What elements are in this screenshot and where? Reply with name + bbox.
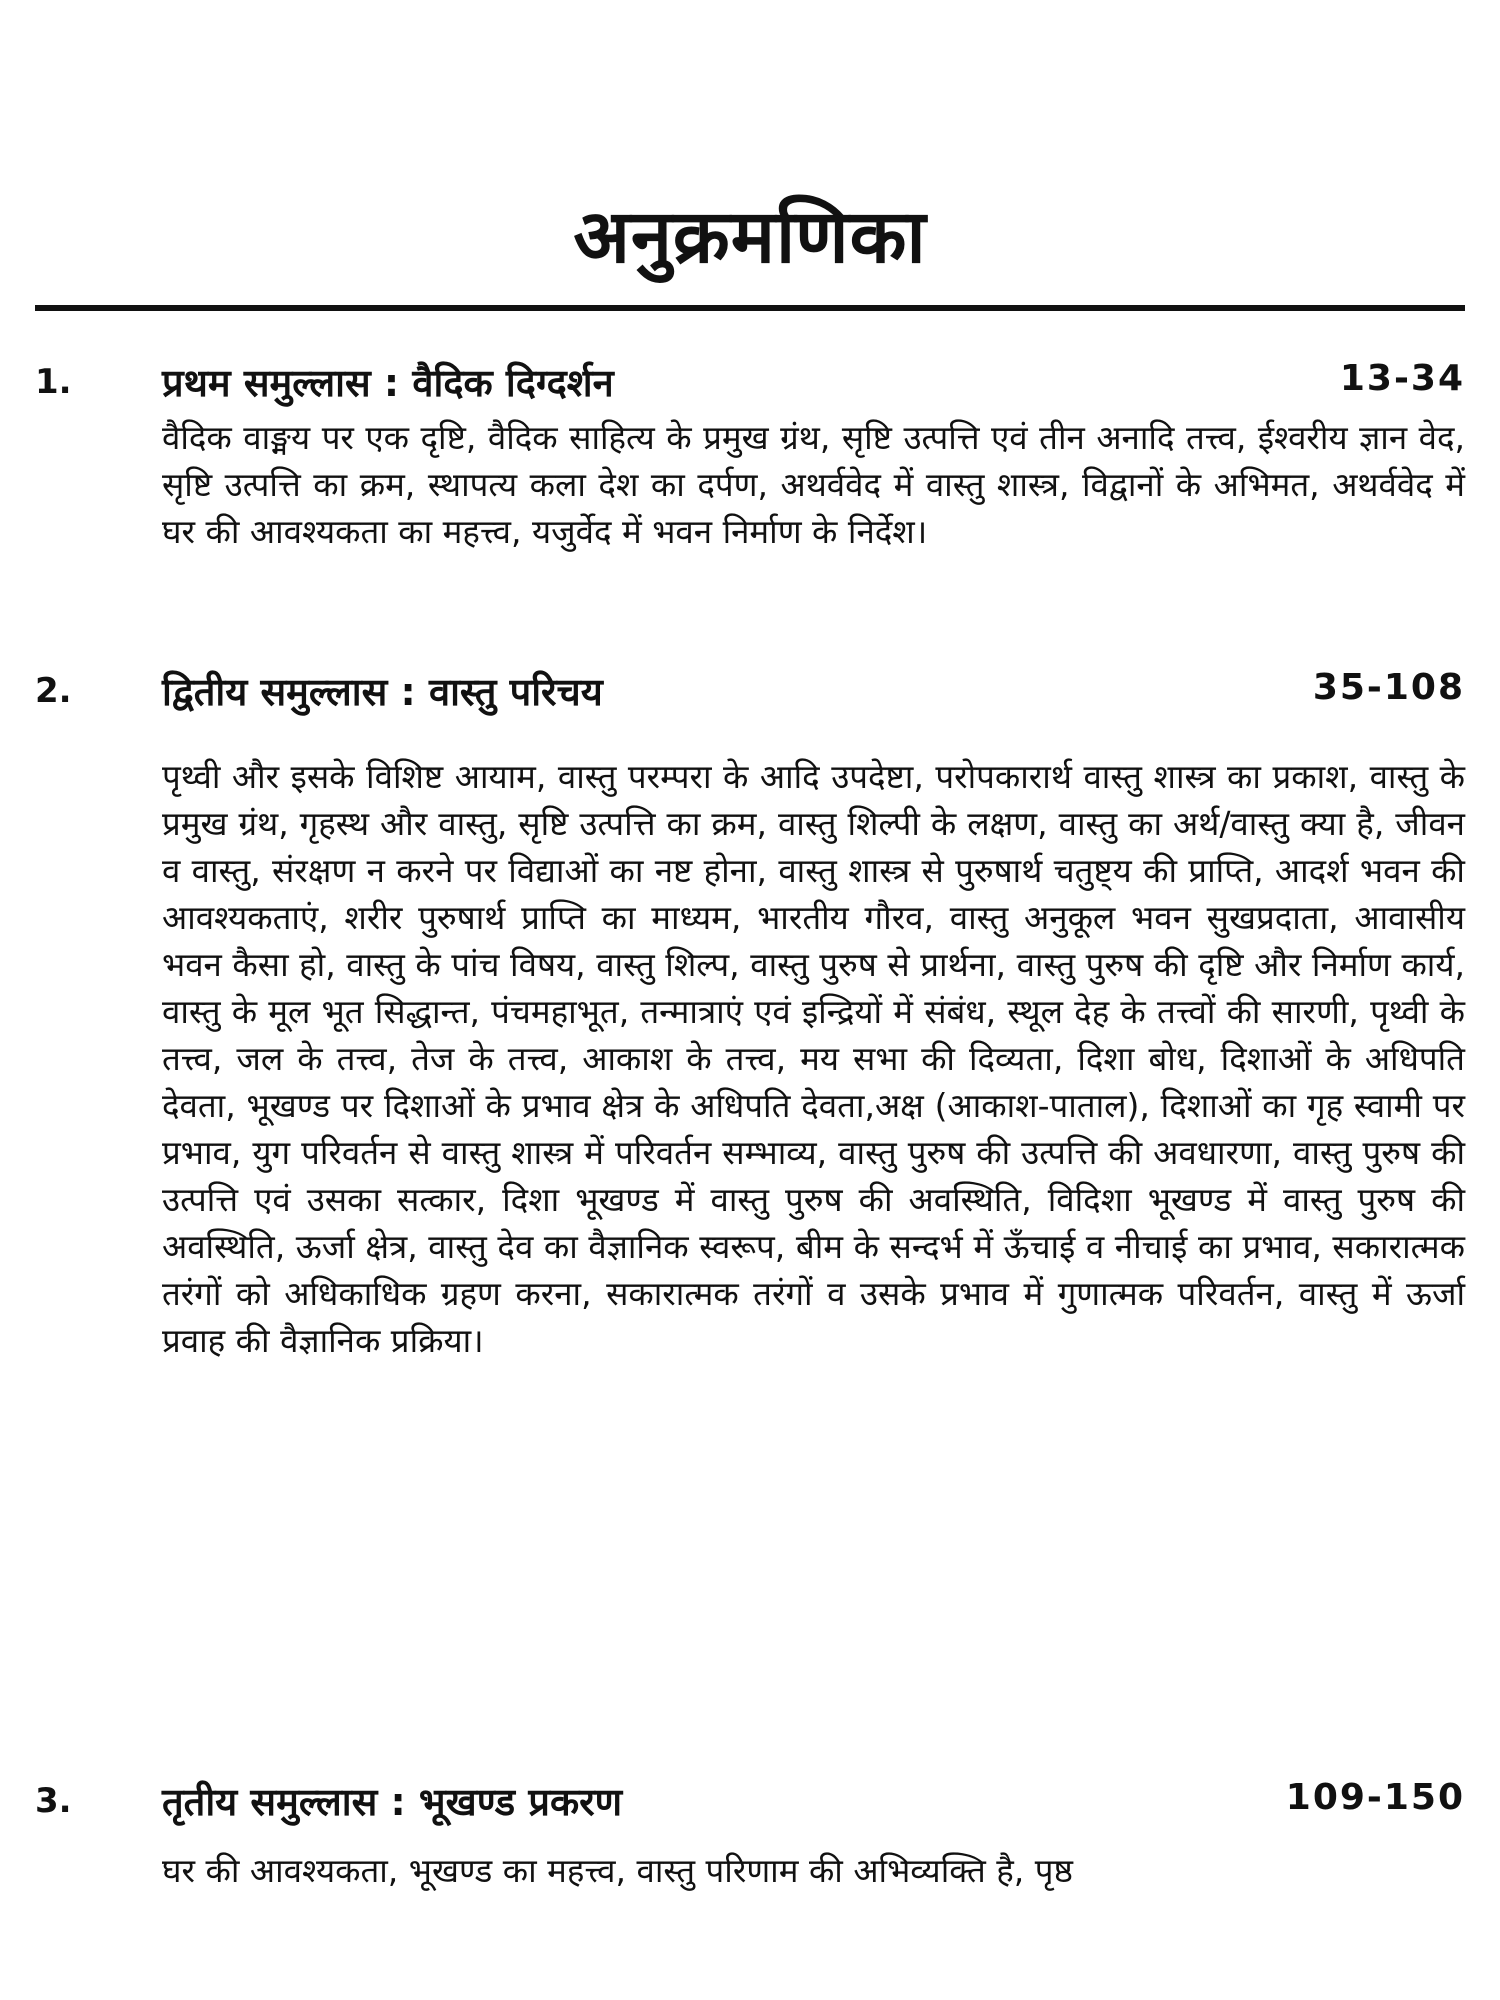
entry-number: 2. xyxy=(35,671,72,711)
contents-entry xyxy=(35,1775,1465,1890)
contents-entry xyxy=(35,356,1465,551)
entry-heading: तृतीय समुल्लास : भूखण्ड प्रकरण xyxy=(162,1780,623,1824)
entry-heading: द्वितीय समुल्लास : वास्तु परिचय xyxy=(162,670,603,714)
title-divider xyxy=(35,305,1465,311)
contents-entry xyxy=(35,665,1466,1360)
entry-header xyxy=(35,356,1465,406)
entry-description: घर की आवश्यकता, भूखण्ड का महत्त्व, वास्तु परिणाम की अभिव्यक्ति है, पृष्ठ xyxy=(162,1851,1073,1890)
entry-page-range: 35-108 xyxy=(1312,667,1465,708)
page-title: अनुक्रमणिका xyxy=(573,194,927,280)
entry-number: 1. xyxy=(35,362,72,402)
entry-page-range: 13-34 xyxy=(1339,358,1465,399)
entry-description: वैदिक वाङ्मय पर एक दृष्टि, वैदिक साहित्य के प्रमुख ग्रंथ, सृष्टि उत्पत्ति एवं तीन अनादि तत्त्व, ईश्वरीय ज्ञान वेद, सृष्टि उत्पत्ति का क्रम, स्थापत्य कला देश का दर्पण, अथर्ववेद में वास्तु शास्त्र, विद्वानों के अभिमत, अथर्ववेद में घर की आवश्यकता का महत्त्व, यजुर्वेद में भवन निर्माण के निर्देश। xyxy=(162,418,1465,551)
entry-number: 3. xyxy=(35,1781,72,1821)
entry-header xyxy=(35,665,1465,715)
entry-description: पृथ्वी और इसके विशिष्ट आयाम, वास्तु परम्परा के आदि उपदेष्टा, परोपकारार्थ वास्तु शास्त्र का प्रकाश, वास्तु के प्रमुख ग्रंथ, गृहस्थ और वास्तु, सृष्टि उत्पत्ति का क्रम, वास्तु शिल्पी के लक्षण, वास्तु का अर्थ/वास्तु क्या है, जीवन व वास्तु, संरक्षण न करने पर विद्याओं का नष्ट होना, वास्तु शास्त्र से पुरुषार्थ चतुष्ट्य की प्राप्ति, आदर्श भवन की आवश्यकताएं, शरीर पुरुषार्थ प्राप्ति का माध्यम, भारतीय गौरव, वास्तु अनुकूल भवन सुखप्रदाता, आवासीय भवन कैसा हो, वास्तु के पांच विषय, वास्तु शिल्प, वास्तु पुरुष से प्रार्थना, वास्तु पुरुष की दृष्टि और निर्माण कार्य, वास्तु के मूल भूत सिद्धान्त, पंचमहाभूत, तन्मात्राएं एवं इन्द्रियों में संबंध, स्थूल देह के तत्त्वों की सारणी, पृथ्वी के तत्त्व, जल के तत्त्व, तेज के तत्त्व, आकाश के तत्त्व, मय सभा की दिव्यता, दिशा बोध, दिशाओं के अधिपति देवता, भूखण्ड पर दिशाओं के प्रभाव क्षेत्र के अधिपति देवता,अक्ष (आकाश-पाताल), दिशाओं का गृह स्वामी पर प्रभाव, युग परिवर्तन से वास्तु शास्त्र में परिवर्तन सम्भाव्य, वास्तु पुरुष की उत्पत्ति की अवधारणा, वास्तु पुरुष की उत्पत्ति एवं उसका सत्कार, दिशा भूखण्ड में वास्तु पुरुष की अवस्थिति, विदिशा भूखण्ड में वास्तु पुरुष की अवस्थिति, ऊर्जा क्षेत्र, वास्तु देव का वैज्ञानिक स्वरूप, बीम के सन्दर्भ में ऊँचाई व नीचाई का प्रभाव, सकारात्मक तरंगों को अधिकाधिक ग्रहण करना, सकारात्मक तरंगों व उसके प्रभाव में गुणात्मक परिवर्तन, वास्तु में ऊर्जा प्रवाह की वैज्ञानिक प्रक्रिया। xyxy=(162,757,1466,1360)
entry-header xyxy=(35,1775,1465,1825)
entry-page-range: 109-150 xyxy=(1285,1777,1465,1818)
entry-heading: प्रथम समुल्लास : वैदिक दिग्दर्शन xyxy=(162,361,614,405)
